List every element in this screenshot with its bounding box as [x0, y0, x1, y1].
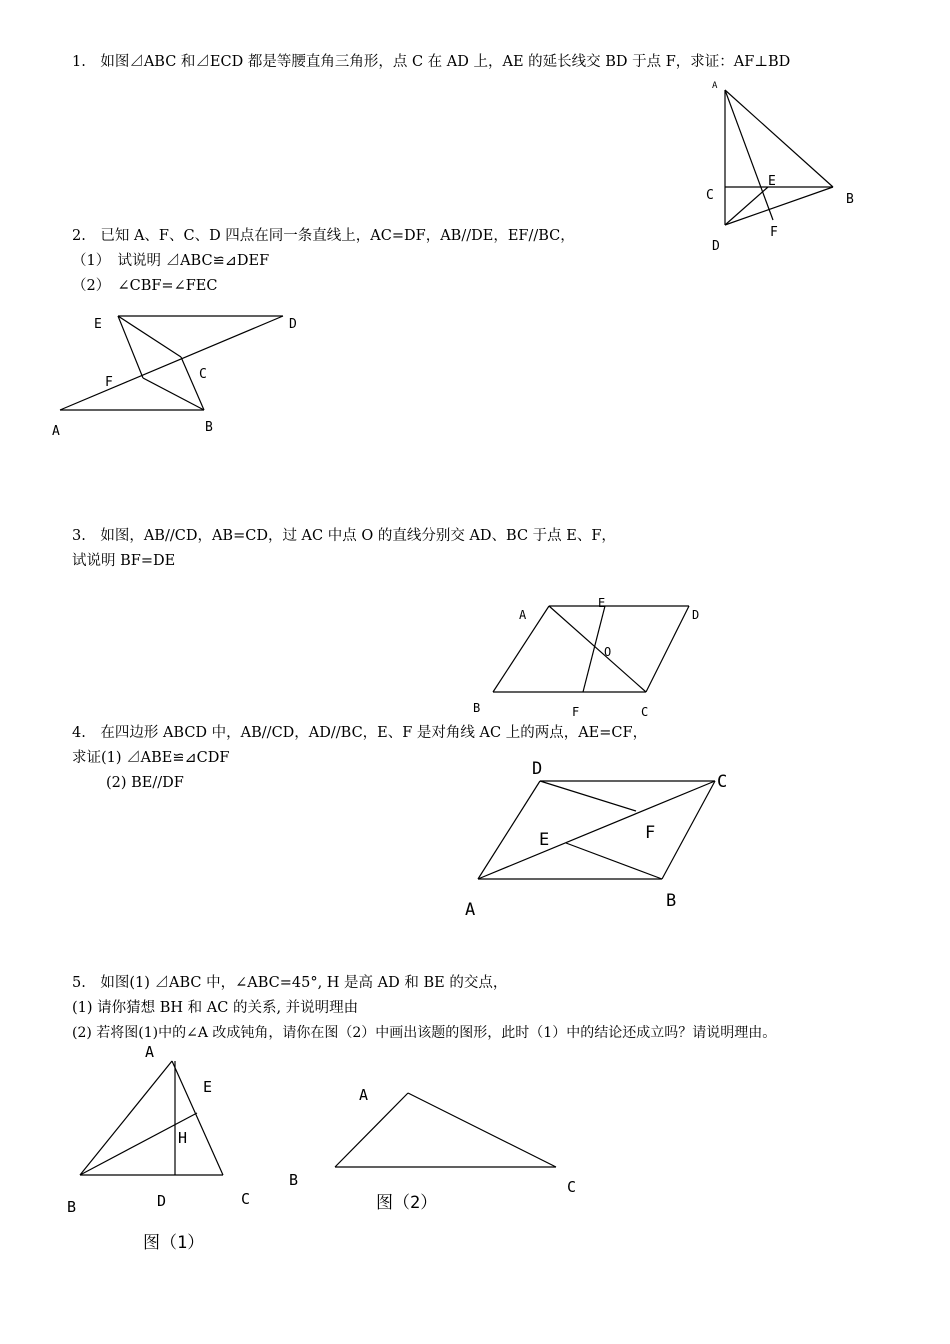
- fig5a-caption: 图（1）: [143, 1233, 205, 1253]
- fig4-label-e: E: [539, 830, 550, 850]
- fig5a-label-b: B: [67, 1198, 77, 1216]
- fig5a-label-h: H: [178, 1129, 188, 1147]
- fig3-label-o: O: [604, 645, 612, 659]
- fig1-label-a: A: [712, 81, 718, 91]
- fig1-label-d: D: [712, 239, 720, 254]
- problem-4-part-2: (2) BE//DF: [106, 775, 184, 791]
- fig1-label-e: E: [768, 174, 776, 189]
- fig4-label-a: A: [465, 900, 476, 920]
- fig2-label-b: B: [205, 420, 213, 435]
- problem-4-part-1: 求证(1) ⊿ABE≌⊿CDF: [72, 750, 230, 766]
- fig2-label-d: D: [289, 317, 297, 332]
- figure-5-2-triangle: [289, 1086, 576, 1213]
- problem-2-part-1: （1） 试说明 ⊿ABC≌⊿DEF: [72, 253, 270, 269]
- problem-2-statement: 2. 已知 A、F、C、D 四点在同一条直线上，AC=DF，AB//DE，EF//BC，: [72, 228, 575, 244]
- fig5a-label-d: D: [157, 1192, 167, 1210]
- fig2-label-a: A: [52, 424, 60, 439]
- fig5b-label-c: C: [567, 1178, 577, 1196]
- fig5b-label-a: A: [359, 1086, 369, 1104]
- fig4-label-b: B: [666, 891, 677, 911]
- problem-3-statement: 3. 如图，AB//CD，AB=CD，过 AC 中点 O 的直线分别交 AD、BC 于点 E、F，: [72, 528, 616, 544]
- problem-5-part-2: (2) 若将图(1)中的∠A 改成钝角，请你在图（2）中画出该题的图形，此时（1）中的结论还成立吗？请说明理由。: [72, 1025, 777, 1041]
- figure-4-parallelogram: [465, 759, 727, 920]
- fig5b-caption: 图（2）: [376, 1193, 438, 1213]
- fig5a-label-e: E: [203, 1078, 213, 1096]
- fig2-label-e: E: [94, 317, 102, 332]
- fig5a-label-a: A: [145, 1043, 155, 1061]
- fig4-label-d: D: [532, 759, 543, 779]
- figure-5-1-triangle: [67, 1043, 250, 1253]
- fig2-label-f: F: [105, 375, 113, 390]
- fig3-label-f: F: [572, 705, 580, 719]
- fig1-label-f: F: [770, 225, 778, 240]
- fig5a-label-c: C: [241, 1190, 251, 1208]
- fig2-label-c: C: [199, 367, 207, 382]
- problem-1-statement: 1. 如图⊿ABC 和⊿ECD 都是等腰直角三角形，点 C 在 AD 上，AE 的延长线交 BD 于点 F，求证：AF⊥BD: [72, 54, 791, 70]
- fig5b-label-b: B: [289, 1171, 299, 1189]
- problem-5-statement: 5. 如图(1) ⊿ABC 中，∠ABC=45°, H 是高 AD 和 BE 的交点，: [72, 975, 508, 991]
- fig1-label-b: B: [846, 192, 854, 207]
- fig3-label-e: E: [598, 596, 606, 610]
- problem-5-part-1: (1) 请你猜想 BH 和 AC 的关系, 并说明理由: [72, 1000, 359, 1016]
- figure-2-triangles: [52, 316, 297, 439]
- fig1-label-c: C: [706, 188, 714, 203]
- fig3-label-d: D: [692, 608, 700, 622]
- fig3-label-a: A: [519, 608, 527, 622]
- problem-2-part-2: （2） ∠CBF=∠FEC: [72, 278, 218, 294]
- problem-3-question: 试说明 BF=DE: [72, 553, 176, 569]
- fig3-label-c: C: [641, 705, 649, 719]
- figure-3-parallelogram: [473, 596, 699, 719]
- fig3-label-b: B: [473, 701, 481, 715]
- fig4-label-c: C: [717, 772, 728, 792]
- problem-4-statement: 4. 在四边形 ABCD 中，AB//CD，AD//BC，E、F 是对角线 AC 上的两点，AE=CF，: [72, 725, 648, 741]
- fig4-label-f: F: [645, 823, 656, 843]
- figure-1-triangles: [706, 81, 854, 254]
